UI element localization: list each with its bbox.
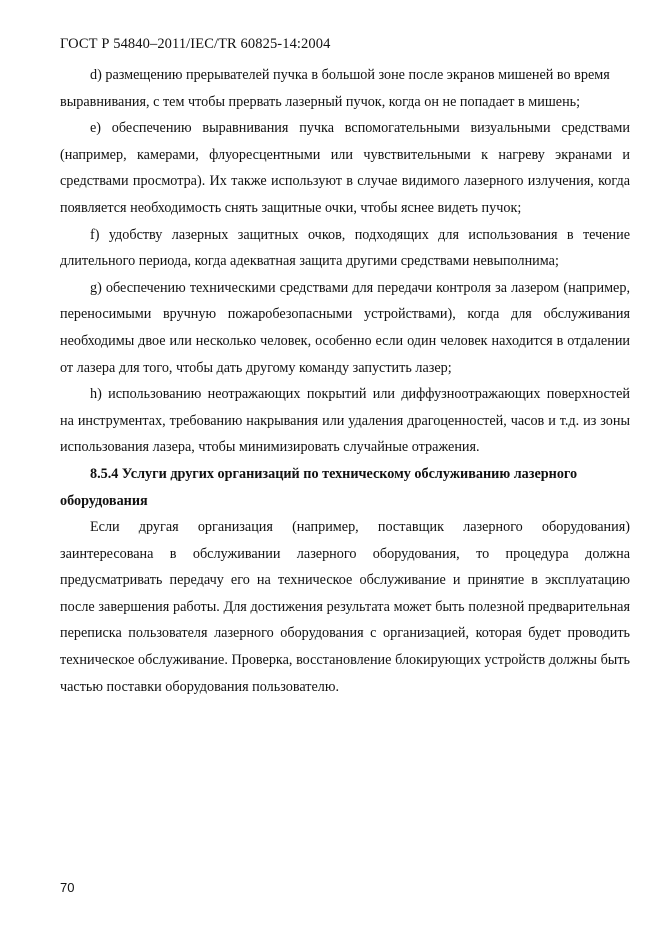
list-item-f: f) удобству лазерных защитных очков, подходящих для использования в течение длительного периода, когда адекватная защита другими средствами невыполнима; [60,226,630,270]
list-item-d: d) размещению прерывателей пучка в большой зоне после экранов мишеней во время выравнивания, с тем чтобы прервать лазерный пучок, когда он не попадает в мишень; [60,67,610,110]
list-item-h: h) использованию неотражающих покрытий или диффузноотражающих поверхностей на инструментах, требованию накрывания или удаления драгоценностей, часов и т.д. из зоны использования лазера, чтобы минимизировать случайные отражения. [60,386,630,456]
body-text [60,62,630,700]
section-paragraph: Если другая организация (например, поставщик лазерного оборудования) заинтересована в обслуживании лазерного оборудования, то процедура должна предусматривать передачу его на техническое обслуживание и принятие в эксплуатацию после завершения работы. Для достижения результата может быть полезной предварительная переписка пользователя лазерного оборудования с организацией, которая будет проводить техническое обслуживание. Проверка, восстановление блокирующих устройств должны быть частью поставки оборудования пользователю. [60,519,630,695]
list-item-g: g) обеспечению техническими средствами для передачи контроля за лазером (например, переносимыми вручную пожаробезопасными устройствами), когда для обслуживания необходимы двое или несколько человек, особенно если один человек находится в отдалении от лазера для того, чтобы дать другому команду запустить лазер; [60,279,630,376]
standard-header: ГОСТ Р 54840–2011/IEC/TR 60825-14:2004 [60,36,331,52]
section-heading: 8.5.4 Услуги других организаций по техническому обслуживанию лазерного оборудования [60,465,578,509]
page-number: 70 [60,880,75,895]
list-item-e: e) обеспечению выравнивания пучка вспомогательными визуальными средствами (например, камерами, флуоресцентными или чувствительными к нагреву экранами и средствами просмотра). Их также используют в случае видимого лазерного излучения, когда появляется необходимость снять защитные очки, чтобы яснее видеть пучок; [60,120,630,216]
